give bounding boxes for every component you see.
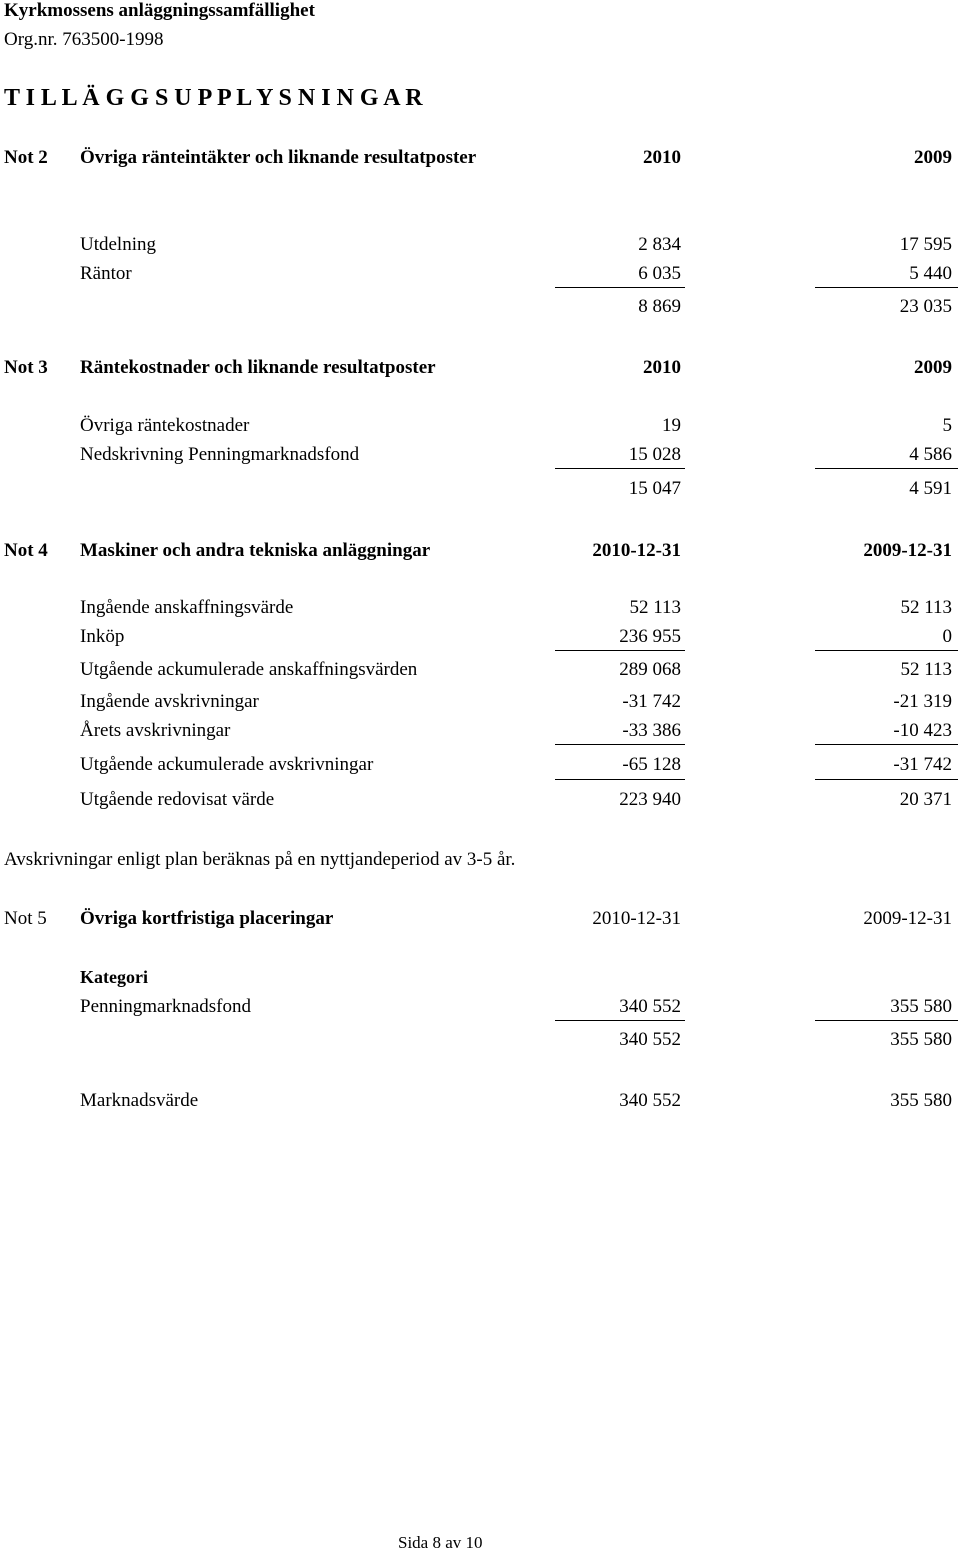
sum-underline [815, 468, 958, 469]
sum-underline [815, 287, 958, 288]
row-label: Ingående avskrivningar [80, 691, 259, 712]
note-number: Not 2 [4, 147, 48, 168]
sum-underline [555, 287, 685, 288]
row-label: Räntor [80, 263, 132, 284]
row-value-previous: -10 423 [893, 720, 952, 741]
row-value-previous: 4 586 [909, 444, 952, 465]
column-header-previous: 2009-12-31 [863, 540, 952, 561]
row-value-current: 52 113 [629, 597, 681, 618]
row-value-current: 15 028 [628, 444, 681, 465]
row-value-previous: -31 742 [893, 754, 952, 775]
page-number: Sida 8 av 10 [398, 1533, 483, 1552]
row-label: Utgående ackumulerade anskaffningsvärden [80, 659, 418, 680]
row-value-current: -65 128 [622, 754, 681, 775]
category-heading: Kategori [80, 967, 148, 987]
note-title: Maskiner och andra tekniska anläggningar [80, 540, 431, 561]
row-label: Utgående ackumulerade avskrivningar [80, 754, 374, 775]
total-value-previous: 355 580 [890, 1029, 952, 1050]
row-value-current: 6 035 [638, 263, 681, 284]
organization-name: Kyrkmossens anläggningssamfällighet [4, 0, 315, 21]
page-title: T I L L Ä G G S U P P L Y S N I N G A R [4, 85, 423, 111]
row-label: Inköp [80, 626, 125, 647]
total-value-previous: 4 591 [909, 478, 952, 499]
row-value-previous: 355 580 [890, 996, 952, 1017]
sum-underline [815, 779, 958, 780]
sum-underline [555, 650, 685, 651]
column-header-current: 2010-12-31 [592, 908, 681, 929]
row-value-previous: 17 595 [899, 234, 952, 255]
row-value-current: -33 386 [622, 720, 681, 741]
row-label: Ingående anskaffningsvärde [80, 597, 294, 618]
total-value-current: 15 047 [628, 478, 681, 499]
sum-underline [555, 779, 685, 780]
organization-number: Org.nr. 763500-1998 [4, 29, 164, 50]
row-value-current: 2 834 [638, 234, 681, 255]
row-label: Penningmarknadsfond [80, 996, 251, 1017]
sum-underline [555, 468, 685, 469]
row-value-current: 236 955 [619, 626, 681, 647]
sum-underline [815, 744, 958, 745]
depreciation-footnote: Avskrivningar enligt plan beräknas på en nyttjandeperiod av 3-5 år. [4, 849, 516, 870]
row-value-previous: -21 319 [893, 691, 952, 712]
note-number: Not 3 [4, 357, 48, 378]
row-value-previous: 52 113 [900, 597, 952, 618]
row-value-current: -31 742 [622, 691, 681, 712]
row-value-previous: 0 [942, 626, 952, 647]
row-label: Nedskrivning Penningmarknadsfond [80, 444, 360, 465]
note-title: Övriga ränteintäkter och liknande resultatposter [80, 147, 477, 168]
note-title: Räntekostnader och liknande resultatposter [80, 357, 436, 378]
total-value-current: 340 552 [619, 1029, 681, 1050]
sum-underline [555, 744, 685, 745]
row-label: Utdelning [80, 234, 156, 255]
column-header-previous: 2009 [914, 357, 952, 378]
sum-underline [815, 1020, 958, 1021]
sum-underline [815, 650, 958, 651]
total-value-current: 8 869 [638, 296, 681, 317]
row-label: Utgående redovisat värde [80, 789, 275, 810]
market-value-previous: 355 580 [890, 1090, 952, 1111]
row-value-current: 19 [662, 415, 681, 436]
column-header-current: 2010 [643, 357, 681, 378]
column-header-previous: 2009 [914, 147, 952, 168]
row-value-current: 340 552 [619, 996, 681, 1017]
sum-underline [555, 1020, 685, 1021]
row-value-previous: 5 [942, 415, 952, 436]
market-value-label: Marknadsvärde [80, 1090, 199, 1111]
column-header-previous: 2009-12-31 [863, 908, 952, 929]
note-number: Not 4 [4, 540, 48, 561]
row-label: Årets avskrivningar [80, 720, 231, 741]
note-title: Övriga kortfristiga placeringar [80, 908, 334, 929]
note-number: Not 5 [4, 908, 47, 929]
row-value-previous: 52 113 [900, 659, 952, 680]
column-header-current: 2010 [643, 147, 681, 168]
row-label: Övriga räntekostnader [80, 415, 250, 436]
total-value-previous: 23 035 [899, 296, 952, 317]
row-value-previous: 5 440 [909, 263, 952, 284]
row-value-previous: 20 371 [899, 789, 952, 810]
row-value-current: 223 940 [619, 789, 681, 810]
column-header-current: 2010-12-31 [592, 540, 681, 561]
market-value-current: 340 552 [619, 1090, 681, 1111]
row-value-current: 289 068 [619, 659, 681, 680]
